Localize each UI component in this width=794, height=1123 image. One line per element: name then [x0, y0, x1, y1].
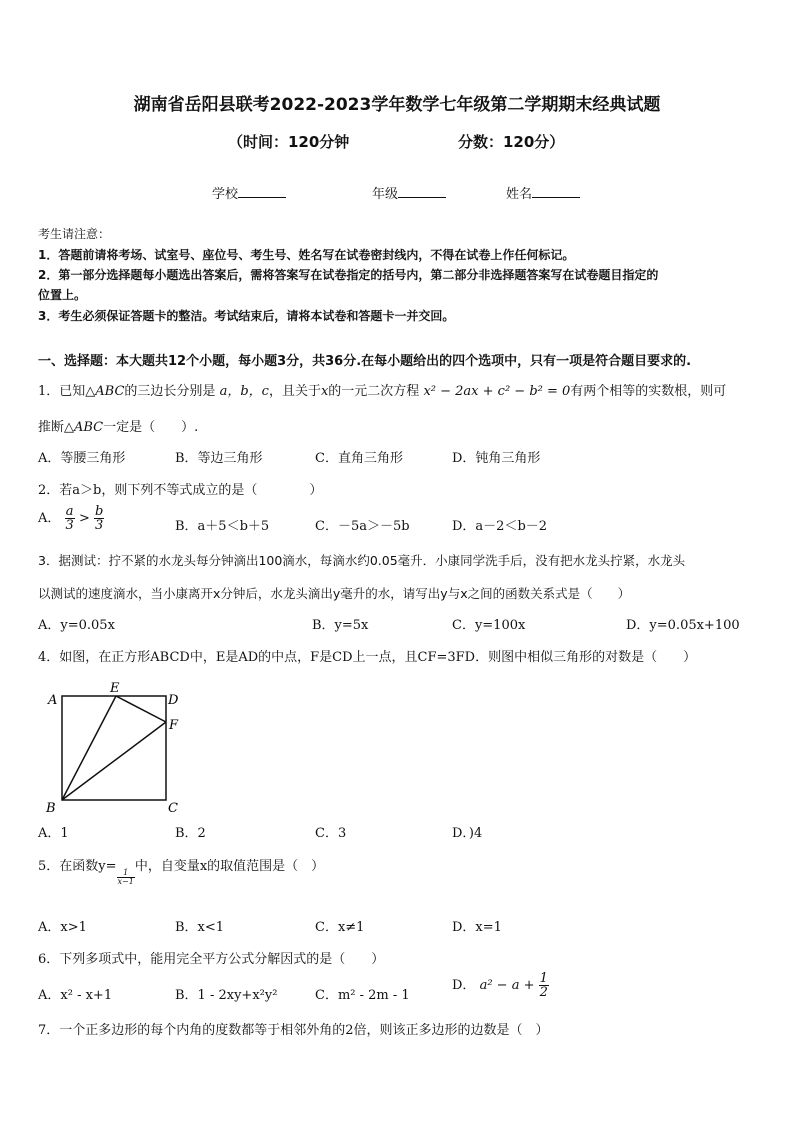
q2-option-c[interactable]: C．－5a＞－5b — [315, 519, 410, 534]
q6-option-d[interactable]: D． a² − a + $\frac{1}{2}$ — [452, 971, 548, 1000]
q4-option-a[interactable]: A．1 — [38, 826, 69, 841]
label-d: D — [168, 693, 179, 708]
section-1-heading: 一、选择题：本大题共12个小题，每小题3分，共36分.在每小题给出的四个选项中，只有一项是符合题目要求的. — [38, 354, 692, 369]
square-abcd — [62, 696, 166, 800]
q6-option-c[interactable]: C．m² - 2m - 1 — [315, 988, 410, 1003]
notice-2a: 2．第一部分选择题每小题选出答案后，需将答案写在试卷指定的括号内，第二部分非选择题答案写在试卷题目指定的 — [38, 268, 659, 282]
q5-option-b[interactable]: B．x<1 — [175, 920, 225, 935]
q4-option-c[interactable]: C．3 — [315, 826, 347, 841]
notice-2b: 位置上。 — [38, 288, 87, 302]
q3-option-d[interactable]: D．y=0.05x+100 — [626, 618, 740, 633]
grade-field[interactable] — [372, 183, 446, 202]
q4-stem: 4．如图，在正方形ABCD中，E是AD的中点，F是CD上一点，且CF=3FD．则图中相似三角形的对数是（ ） — [38, 650, 697, 665]
label-a: A — [48, 693, 58, 708]
name-field[interactable] — [506, 183, 580, 202]
name-blank[interactable] — [532, 185, 580, 198]
label-c: C — [168, 801, 178, 814]
q1-stem: 1．已知△ABC的三边长分别是 a，b，c，且关于x的一元二次方程 x² − 2ax + c² − b² = 0有两个相等的实数根，则可 — [38, 384, 727, 399]
q1-option-c[interactable]: C．直角三角形 — [315, 451, 403, 466]
label-b: B — [46, 801, 56, 814]
q2-option-a[interactable]: A． $\frac{a}{3}$ > $\frac{b}{3}$ — [38, 504, 104, 533]
q1-option-a[interactable]: A．等腰三角形 — [38, 451, 126, 466]
q7-stem: 7．一个正多边形的每个内角的度数都等于相邻外角的2倍，则该正多边形的边数是（ ） — [38, 1023, 549, 1038]
page-title: 湖南省岳阳县联考2022-2023学年数学七年级第二学期期末经典试题 — [133, 95, 661, 115]
q4-option-d[interactable]: D．)4 — [452, 826, 483, 841]
q4-option-b[interactable]: B．2 — [175, 826, 206, 841]
school-label: 学校 — [212, 187, 239, 202]
school-blank[interactable] — [238, 185, 286, 198]
q2-option-d[interactable]: D．a－2＜b－2 — [452, 519, 548, 534]
square-diagram — [38, 676, 200, 814]
q2-stem: 2．若a＞b，则下列不等式成立的是（ ） — [38, 483, 323, 498]
q5-option-c[interactable]: C．x≠1 — [315, 920, 365, 935]
time-label: （时间：120分钟 — [228, 133, 350, 151]
q1-option-d[interactable]: D．钝角三角形 — [452, 451, 541, 466]
q3-stem-line2: 以测试的速度滴水，当小康离开x分钟后，水龙头滴出y毫升的水，请写出y与x之间的函数关系式是（ ） — [38, 586, 631, 601]
q5-stem: 5．在函数y= $\frac{1}{x-1}$ 中，自变量x的取值范围是（ ） — [38, 859, 325, 886]
q5-option-a[interactable]: A．x>1 — [38, 920, 87, 935]
q3-option-a[interactable]: A．y=0.05x — [38, 618, 115, 633]
school-field[interactable] — [212, 183, 286, 202]
notice-1: 1．答题前请将考场、试室号、座位号、考生号、姓名写在试卷密封线内，不得在试卷上作任何标记。 — [38, 248, 575, 262]
q3-option-b[interactable]: B．y=5x — [312, 618, 369, 633]
q6-stem: 6．下列多项式中，能用完全平方公式分解因式的是（ ） — [38, 952, 385, 967]
q1-option-b[interactable]: B．等边三角形 — [175, 451, 263, 466]
notice-heading: 考生请注意： — [38, 227, 111, 241]
grade-blank[interactable] — [398, 185, 446, 198]
name-label: 姓名 — [506, 187, 533, 202]
q6-option-a[interactable]: A．x² - x+1 — [38, 988, 113, 1003]
q2-option-b[interactable]: B．a＋5＜b＋5 — [175, 519, 270, 534]
label-e: E — [110, 681, 120, 696]
q3-stem: 3．据测试：拧不紧的水龙头每分钟滴出100滴水，每滴水约0.05毫升．小康同学洗手后，没有把水龙头拧紧，水龙头 — [38, 553, 686, 568]
segment-ef — [116, 696, 166, 722]
segment-bf — [62, 722, 166, 800]
segment-be — [62, 696, 116, 800]
q1-stem-line2: 推断△ABC一定是（ ）. — [38, 420, 199, 435]
label-f: F — [169, 718, 179, 733]
score-label: 分数：120分） — [458, 133, 565, 151]
q6-option-b[interactable]: B．1 - 2xy+x²y² — [175, 988, 278, 1003]
q5-option-d[interactable]: D．x=1 — [452, 920, 502, 935]
q3-option-c[interactable]: C．y=100x — [452, 618, 526, 633]
notice-3: 3．考生必须保证答题卡的整洁。考试结束后，请将本试卷和答题卡一并交回。 — [38, 309, 455, 323]
grade-label: 年级 — [372, 187, 399, 202]
